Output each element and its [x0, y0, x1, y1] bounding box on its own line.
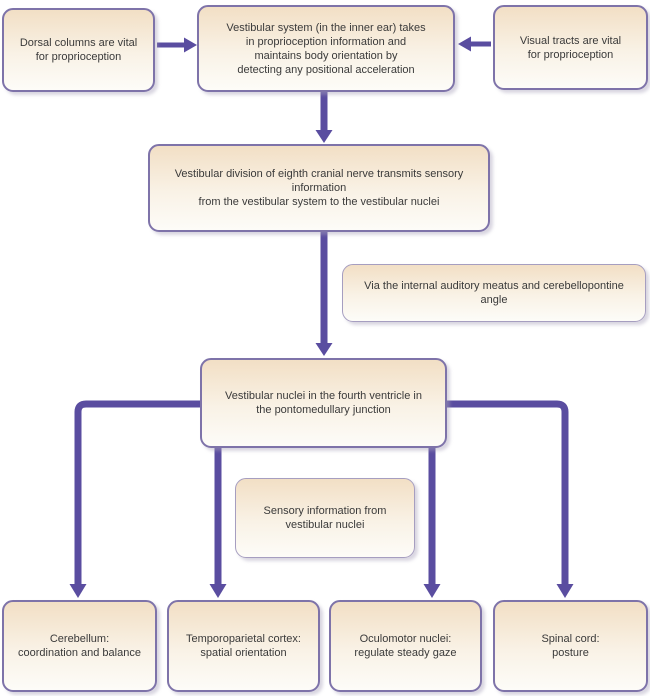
node-cerebellum: Cerebellum: coordination and balance [2, 600, 157, 692]
node-eighth-cranial-nerve: Vestibular division of eighth cranial nerve transmits sensory information from the vestibular system to the vestibular nuclei [148, 144, 490, 232]
node-dorsal-columns: Dorsal columns are vital for proprioception [2, 8, 155, 92]
note-sensory-information: Sensory information from vestibular nuclei [235, 478, 415, 558]
arrow-visual-to-vestibular-system [458, 37, 491, 52]
node-oculomotor-nuclei: Oculomotor nuclei: regulate steady gaze [329, 600, 482, 692]
arrow-nerve-to-nuclei [316, 232, 333, 356]
node-visual-tracts: Visual tracts are vital for proprioception [493, 5, 648, 90]
arrow-nuclei-to-oculomotor [424, 447, 441, 598]
node-spinal-cord: Spinal cord: posture [493, 600, 648, 692]
node-vestibular-nuclei: Vestibular nuclei in the fourth ventricle in the pontomedullary junction [200, 358, 447, 448]
arrow-nuclei-to-cerebellum [70, 404, 203, 598]
arrow-dorsal-to-vestibular-system [157, 38, 197, 53]
arrow-nuclei-to-temporoparietal [210, 447, 227, 598]
arrow-nuclei-to-spinal-cord [445, 404, 574, 598]
arrow-vestibular-system-to-nerve [316, 92, 333, 143]
node-temporoparietal-cortex: Temporoparietal cortex: spatial orientation [167, 600, 320, 692]
node-vestibular-system: Vestibular system (in the inner ear) takes in proprioception information and maintains body orientation by detecting any positional acceleration [197, 5, 455, 92]
note-auditory-meatus: Via the internal auditory meatus and cerebellopontine angle [342, 264, 646, 322]
